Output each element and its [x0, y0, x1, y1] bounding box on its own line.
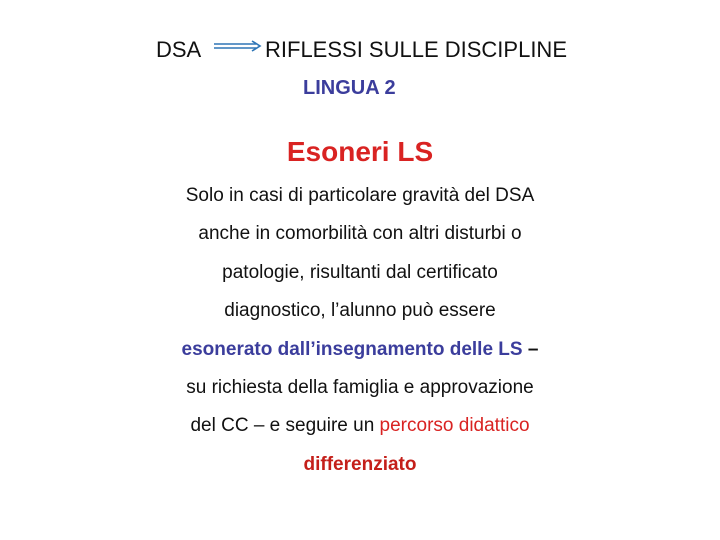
body-line-2: anche in comorbilità con altri disturbi o [198, 223, 522, 245]
dash-separator: – [522, 338, 539, 360]
body-line-5 [110, 331, 610, 369]
body-line-4: diagnostico, l’alunno può essere [224, 300, 496, 322]
body-line-6: su richiesta della famiglia e approvazione [186, 377, 534, 399]
body-line-1: Solo in casi di particolare gravità del DSA [185, 185, 535, 206]
body-line-7-text: del CC – e seguire un [190, 415, 380, 437]
header-subtitle: LINGUA 2 [303, 77, 396, 99]
body-paragraph [110, 177, 610, 484]
exemption-emphasis: esonerato dall’insegnamento delle LS [181, 338, 523, 360]
header-dsa-label: DSA [156, 37, 202, 62]
body-line-7 [110, 407, 610, 445]
double-right-arrow-icon [212, 39, 262, 53]
page-title: Esoneri LS [286, 136, 434, 167]
differentiated-emphasis: differenziato [303, 453, 417, 475]
body-line-3: patologie, risultanti dal certificato [222, 261, 498, 283]
path-emphasis: percorso didattico [379, 415, 530, 437]
header-riflessi-label: RIFLESSI SULLE DISCIPLINE [265, 37, 567, 62]
